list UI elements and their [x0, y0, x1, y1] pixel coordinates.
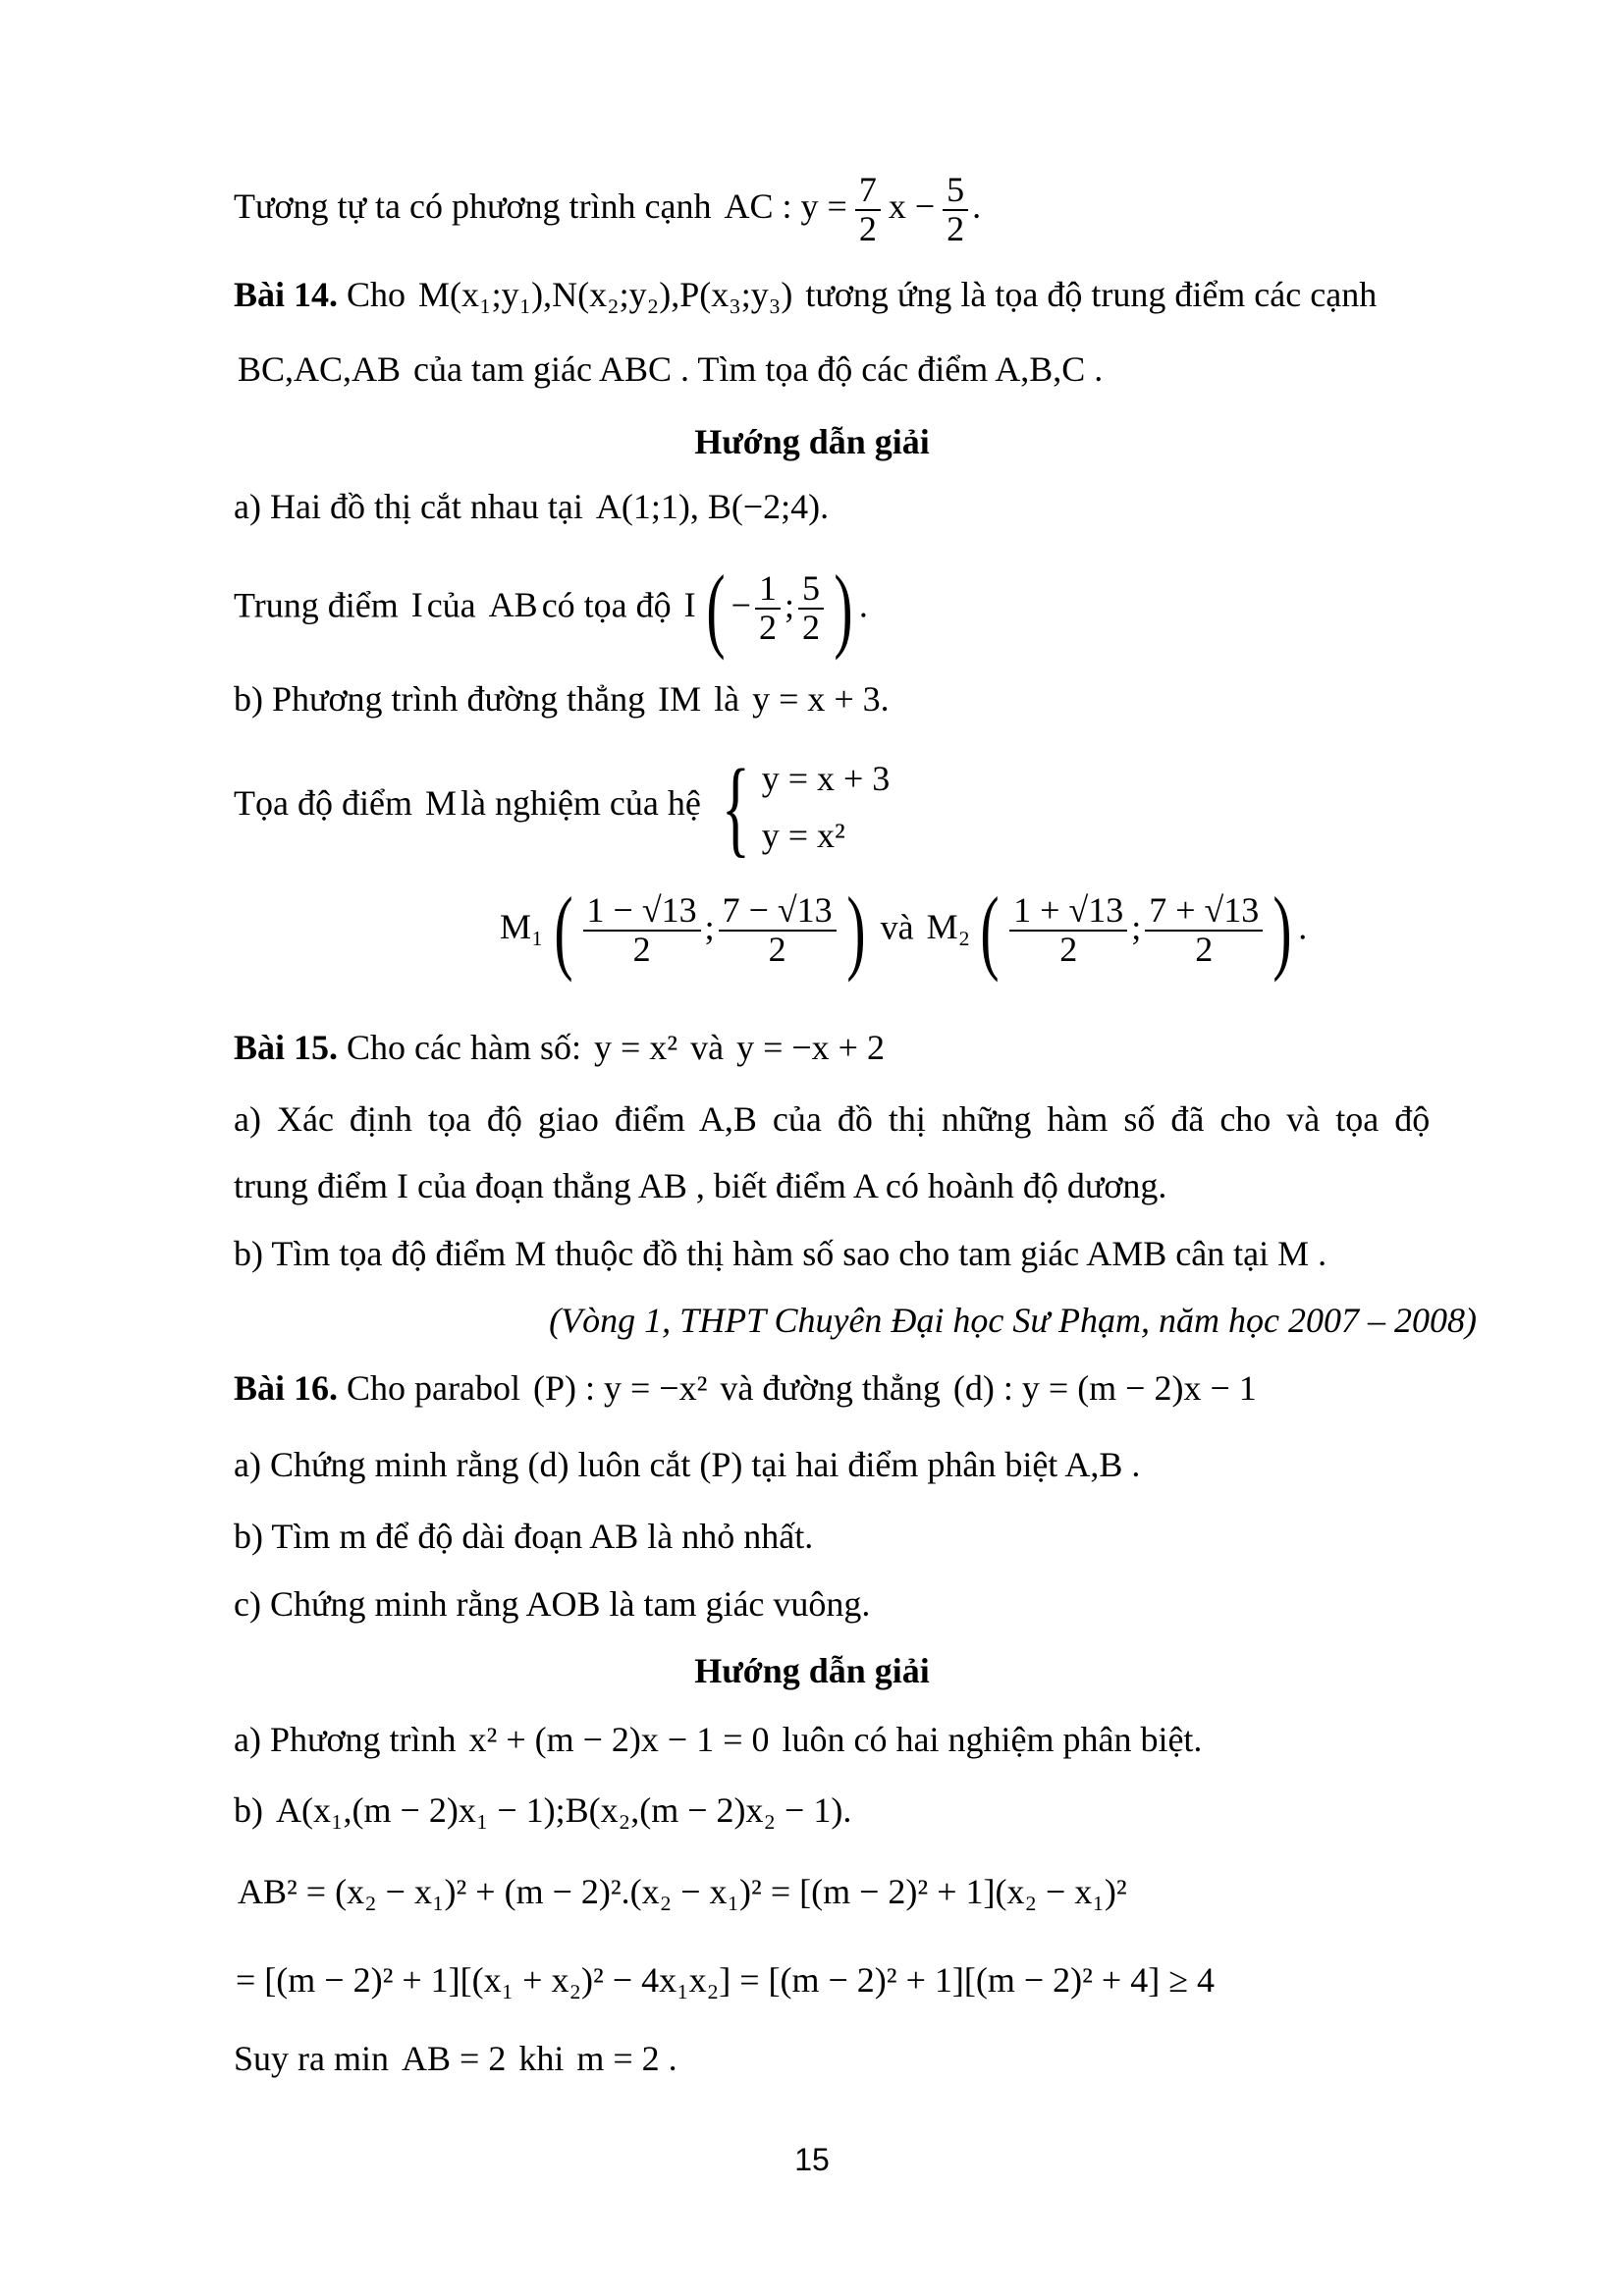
text: a) Phương trình [234, 1720, 457, 1759]
numerator: 7 + √13 [1145, 892, 1263, 932]
text: Tọa độ điểm [234, 783, 412, 823]
exercise-14-line2 [234, 347, 1103, 391]
math: (P) : y = −x² [532, 1368, 708, 1408]
exercise-15-a-line2: trung điểm I của đoạn thẳng AB , biết điểm A có hoành độ dương. [234, 1166, 1167, 1205]
equation-system [710, 746, 891, 867]
exercise-16-c-line: c) Chứng minh rằng AOB là tam giác vuông. [234, 1584, 871, 1624]
text: . [1298, 907, 1308, 947]
text: . [858, 585, 868, 625]
text: khi [518, 2039, 565, 2078]
math: m = 2 . [576, 2039, 677, 2078]
math: ; [1131, 907, 1142, 947]
equation: y = x² [761, 815, 845, 855]
text: b) Phương trình đường thẳng [234, 679, 646, 719]
fraction [583, 892, 701, 969]
exercise-15-a-line1: a) Xác định tọa độ giao điểm A,B của đồ thị những hàm số đã cho và tọa độ [234, 1099, 1431, 1139]
text: của tam giác ABC . Tìm tọa độ các điểm A,B,C . [413, 349, 1104, 389]
solution-heading: Hướng dẫn giải [694, 422, 930, 461]
exercise-14-line1 [234, 273, 1377, 316]
numerator: 1 − √13 [583, 892, 701, 932]
fraction [755, 570, 781, 647]
denominator: 2 [632, 930, 651, 969]
text: Cho [347, 275, 406, 314]
paren-left: ( [980, 878, 1000, 983]
math: A(x₁,(m − 2)x₁ − 1);B(x₂,(m − 2)x₂ − 1). [276, 1790, 852, 1830]
numerator: 5 [943, 172, 968, 211]
solution-16-b-line [234, 1789, 855, 1832]
math: − [731, 585, 751, 625]
equation: y = x + 3 [761, 758, 891, 798]
ab-squared-line1: AB² = (x₂ − x₁)² + (m − 2)².(x₂ − x₁)² = [(m − 2)² + 1](x₂ − x₁)² [238, 1872, 1127, 1911]
fraction [1009, 892, 1127, 969]
solution-b-line [234, 677, 893, 721]
line-ac-equation [234, 172, 981, 248]
denominator: 2 [1059, 930, 1078, 969]
text: là nghiệm của hệ [460, 783, 701, 823]
math: (d) : y = (m − 2)x − 1 [952, 1368, 1257, 1408]
fraction [798, 570, 824, 647]
text: tương ứng là tọa độ trung điểm các cạnh [805, 275, 1378, 314]
solution-heading: Hướng dẫn giải [694, 1651, 930, 1690]
math: M₂ [926, 907, 971, 947]
fraction [1145, 892, 1263, 969]
math: y = −x + 2 [736, 1028, 885, 1067]
math: AC : y = [724, 187, 847, 227]
solution-a-line [234, 485, 833, 528]
text: Trung điểm [234, 585, 399, 625]
fraction [943, 172, 968, 248]
math: I [683, 585, 696, 625]
fraction [719, 892, 837, 969]
page-number: 15 [794, 2142, 830, 2177]
denominator: 2 [858, 208, 877, 248]
solutions-m1-m2 [496, 878, 1308, 983]
math: M [424, 783, 457, 823]
math: y = x² [593, 1028, 678, 1067]
text: Tương tự ta có phương trình cạnh [234, 187, 712, 227]
numerator: 7 [855, 172, 881, 211]
text: có tọa độ [541, 585, 672, 625]
math: x − [888, 187, 936, 227]
exercise-16-b-line: b) Tìm m để độ dài đoạn AB là nhỏ nhất. [234, 1517, 814, 1556]
text: và [880, 907, 914, 947]
text: b) [234, 1790, 263, 1830]
math: A(1;1), B(−2;4). [595, 487, 830, 526]
exercise-16-a-line: a) Chứng minh rằng (d) luôn cắt (P) tại hai điểm phân biệt A,B . [234, 1445, 1141, 1484]
denominator: 2 [758, 608, 777, 647]
midpoint-line [234, 556, 868, 661]
denominator: 2 [947, 208, 965, 248]
system-line [234, 746, 891, 867]
conclusion-line [234, 2037, 681, 2080]
text: luôn có hai nghiệm phân biệt. [782, 1720, 1203, 1759]
math: M₁ [500, 907, 544, 947]
text: . [972, 187, 982, 227]
math: I [410, 585, 423, 625]
exercise-15-b-line: b) Tìm tọa độ điểm M thuộc đồ thị hàm số sao cho tam giác AMB cân tại M . [234, 1234, 1327, 1273]
exercise-title: Bài 16. [234, 1368, 339, 1408]
numerator: 1 [755, 570, 781, 610]
exercise-title: Bài 15. [234, 1028, 339, 1067]
brace: { [721, 746, 750, 867]
exercise-title: Bài 14. [234, 275, 339, 314]
paren-left: ( [553, 878, 573, 983]
numerator: 1 + √13 [1009, 892, 1127, 932]
text: là [714, 679, 740, 719]
denominator: 2 [1195, 930, 1214, 969]
math: AB [488, 585, 538, 625]
ab-squared-line2: = [(m − 2)² + 1][(x₁ + x₂)² − 4x₁x₂] = [(m − 2)² + 1][(m − 2)² + 4] ≥ 4 [236, 1960, 1215, 2000]
text: và đường thẳng [720, 1368, 941, 1408]
exercise-15-line [234, 1026, 889, 1069]
denominator: 2 [801, 608, 820, 647]
source-citation: (Vòng 1, THPT Chuyên Đại học Sư Phạm, năm học 2007 – 2008) [549, 1301, 1477, 1340]
text: của [426, 585, 476, 625]
text: Cho parabol [347, 1368, 520, 1408]
exercise-16-line [234, 1366, 1261, 1410]
math: ; [704, 907, 715, 947]
paren-right: ) [834, 556, 853, 661]
math: M(x₁;y₁),N(x₂;y₂),P(x₃;y₃) [418, 275, 793, 314]
text: Cho các hàm số: [347, 1028, 581, 1067]
system-rows [762, 750, 891, 864]
text: Suy ra min [234, 2039, 389, 2078]
paren-right: ) [846, 878, 866, 983]
math: ; [784, 585, 794, 625]
math: IM [658, 679, 702, 719]
numerator: 7 − √13 [719, 892, 837, 932]
math: BC,AC,AB [238, 349, 402, 389]
denominator: 2 [768, 930, 786, 969]
numerator: 5 [798, 570, 824, 610]
fraction [855, 172, 881, 248]
solution-16-a-line [234, 1718, 1202, 1761]
math: AB = 2 [402, 2039, 507, 2078]
math: y = x + 3. [752, 679, 890, 719]
text: a) Hai đồ thị cắt nhau tại [234, 487, 583, 526]
paren-left: ( [706, 556, 726, 661]
text: và [690, 1028, 725, 1067]
paren-right: ) [1272, 878, 1292, 983]
math: x² + (m − 2)x − 1 = 0 [468, 1720, 770, 1759]
